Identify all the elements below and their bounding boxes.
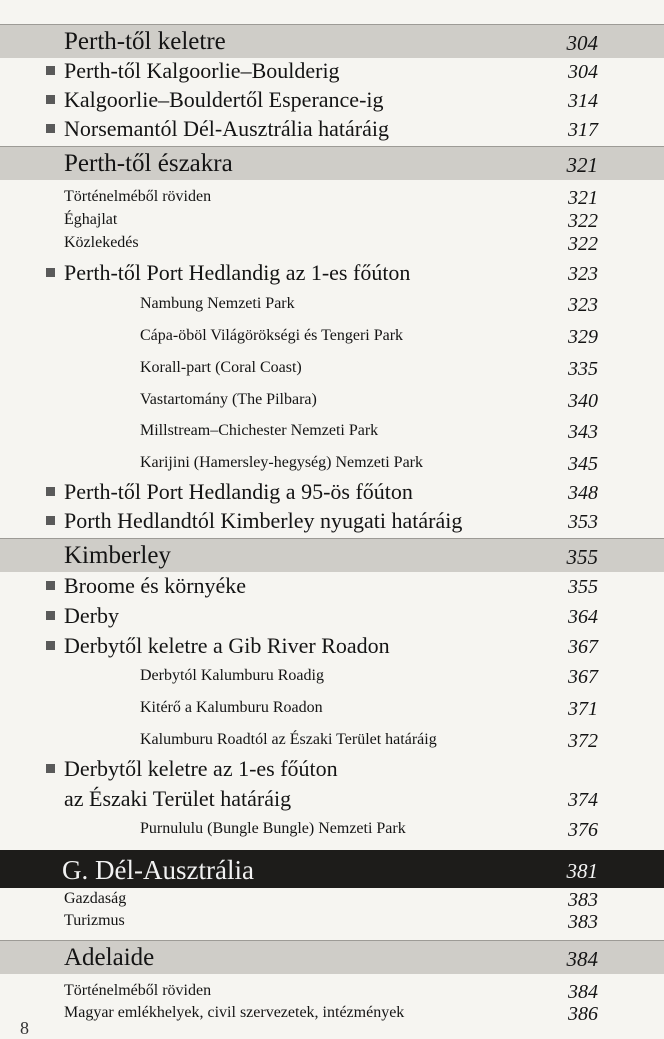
toc-subentry	[0, 388, 664, 414]
toc-chapter-title: G. Dél-Ausztrália	[62, 855, 254, 885]
square-bullet-icon	[46, 124, 55, 133]
toc-entry	[0, 232, 664, 254]
toc-page-number: 322	[568, 210, 598, 232]
toc-entry-title: Karijini (Hamersley-hegység) Nemzeti Park	[140, 454, 424, 471]
toc-subentry	[0, 664, 664, 690]
toc-entry	[0, 57, 664, 85]
toc-page-number: 355	[566, 545, 598, 569]
toc-entry-continuation	[0, 785, 664, 813]
toc-entry-title: Kitérő a Kalumburu Roadon	[140, 699, 323, 716]
page-number: 8	[20, 1018, 29, 1038]
toc-page-number: 323	[568, 263, 598, 285]
toc-entry-title: Derby	[64, 603, 119, 628]
toc-section-header	[0, 146, 664, 180]
square-bullet-icon	[46, 95, 55, 104]
toc-page-number: 367	[568, 636, 598, 658]
toc-page-number: 317	[568, 119, 598, 141]
toc-page-number: 372	[568, 730, 598, 752]
square-bullet-icon	[46, 764, 55, 773]
toc-entry	[0, 910, 664, 932]
toc-entry-title: az Északi Terület határáig	[64, 786, 292, 811]
toc-subentry	[0, 728, 664, 754]
toc-page-number: 384	[568, 981, 598, 1003]
toc-entry-title: Történelméből röviden	[64, 188, 212, 205]
toc-entry	[0, 980, 664, 1002]
square-bullet-icon	[46, 487, 55, 496]
toc-section-title: Adelaide	[64, 944, 155, 971]
toc-entry-title: Magyar emlékhelyek, civil szervezetek, intézmények	[64, 1004, 405, 1021]
square-bullet-icon	[46, 268, 55, 277]
toc-page-number: 340	[568, 390, 598, 412]
toc-entry	[0, 209, 664, 231]
toc-page-number: 304	[566, 31, 598, 55]
toc-entry-title: Történelméből röviden	[64, 982, 212, 999]
toc-subentry	[0, 419, 664, 445]
toc-page-number: 345	[568, 453, 598, 475]
toc-subentry	[0, 817, 664, 843]
toc-section-header	[0, 24, 664, 58]
toc-entry-title: Vastartomány (The Pilbara)	[140, 391, 317, 408]
toc-section-title: Perth-től északra	[64, 150, 233, 177]
toc-entry-title: Közlekedés	[64, 234, 139, 251]
toc-entry-title: Purnululu (Bungle Bungle) Nemzeti Park	[140, 820, 406, 837]
toc-subentry	[0, 356, 664, 382]
square-bullet-icon	[46, 66, 55, 75]
toc-page-number: 323	[568, 294, 598, 316]
toc-subentry	[0, 696, 664, 722]
toc-page-number: 386	[568, 1003, 598, 1025]
toc-entry	[0, 86, 664, 114]
toc-entry-title: Cápa-öböl Világörökségi és Tengeri Park	[140, 327, 404, 344]
toc-entry-title: Gazdaság	[64, 890, 127, 907]
toc-subentry	[0, 292, 664, 318]
toc-page-number: 322	[568, 233, 598, 255]
toc-entry	[0, 602, 664, 630]
toc-page-number: 374	[568, 789, 598, 811]
toc-entry-title: Éghajlat	[64, 211, 118, 228]
toc-entry-title: Broome és környéke	[64, 573, 247, 598]
toc-page-number: 343	[568, 421, 598, 443]
toc-entry-title: Perth-től Port Hedlandig az 1-es főúton	[64, 260, 411, 285]
toc-page-number: 384	[566, 947, 598, 971]
toc-entry	[0, 478, 664, 506]
toc-entry-title: Derbytől keletre az 1-es főúton	[64, 756, 338, 781]
square-bullet-icon	[46, 611, 55, 620]
toc-entry-title: Perth-től Port Hedlandig a 95-ös főúton	[64, 479, 413, 504]
toc-section-title: Perth-től keletre	[64, 28, 226, 55]
toc-chapter-header	[0, 850, 664, 888]
toc-page-number: 335	[568, 358, 598, 380]
square-bullet-icon	[46, 581, 55, 590]
toc-page-number: 383	[568, 889, 598, 911]
toc-entry-title: Kalumburu Roadtól az Északi Terület határáig	[140, 731, 437, 748]
toc-page-number: 355	[568, 576, 598, 598]
toc-page-number: 353	[568, 511, 598, 533]
toc-entry-title: Turizmus	[64, 912, 125, 929]
toc-entry-title: Derbytől keletre a Gib River Roadon	[64, 633, 390, 658]
toc-section-header	[0, 940, 664, 974]
toc-subentry	[0, 451, 664, 477]
toc-entry	[0, 572, 664, 600]
toc-page-number: 321	[566, 153, 598, 177]
toc-entry	[0, 115, 664, 143]
toc-page-number: 381	[566, 859, 598, 883]
toc-page-number: 329	[568, 326, 598, 348]
square-bullet-icon	[46, 516, 55, 525]
toc-page-number: 314	[568, 90, 598, 112]
toc-page-number: 367	[568, 666, 598, 688]
toc-entry-title: Millstream–Chichester Nemzeti Park	[140, 422, 379, 439]
toc-entry-title: Porth Hedlandtól Kimberley nyugati határáig	[64, 508, 463, 533]
toc-entry	[0, 1002, 664, 1024]
toc-entry	[0, 755, 664, 783]
toc-entry	[0, 888, 664, 910]
toc-page-number: 321	[568, 187, 598, 209]
toc-page-number: 383	[568, 911, 598, 933]
toc-entry-title: Perth-től Kalgoorlie–Boulderig	[64, 58, 340, 83]
toc-page-number: 304	[568, 61, 598, 83]
toc-page-number: 348	[568, 482, 598, 504]
toc-page-number: 364	[568, 606, 598, 628]
toc-page-number: 371	[568, 698, 598, 720]
toc-entry-title: Kalgoorlie–Bouldertől Esperance-ig	[64, 87, 384, 112]
toc-entry-title: Nambung Nemzeti Park	[140, 295, 295, 312]
toc-entry	[0, 507, 664, 535]
toc-page-number: 376	[568, 819, 598, 841]
toc-entry-title: Norsemantól Dél-Ausztrália határáig	[64, 116, 389, 141]
toc-entry	[0, 259, 664, 287]
toc-section-title: Kimberley	[64, 542, 171, 569]
toc-subentry	[0, 324, 664, 350]
toc-entry-title: Korall-part (Coral Coast)	[140, 359, 302, 376]
toc-section-header	[0, 538, 664, 572]
toc-entry	[0, 632, 664, 660]
toc-entry-title: Derbytól Kalumburu Roadig	[140, 667, 324, 684]
toc-entry	[0, 186, 664, 208]
square-bullet-icon	[46, 641, 55, 650]
